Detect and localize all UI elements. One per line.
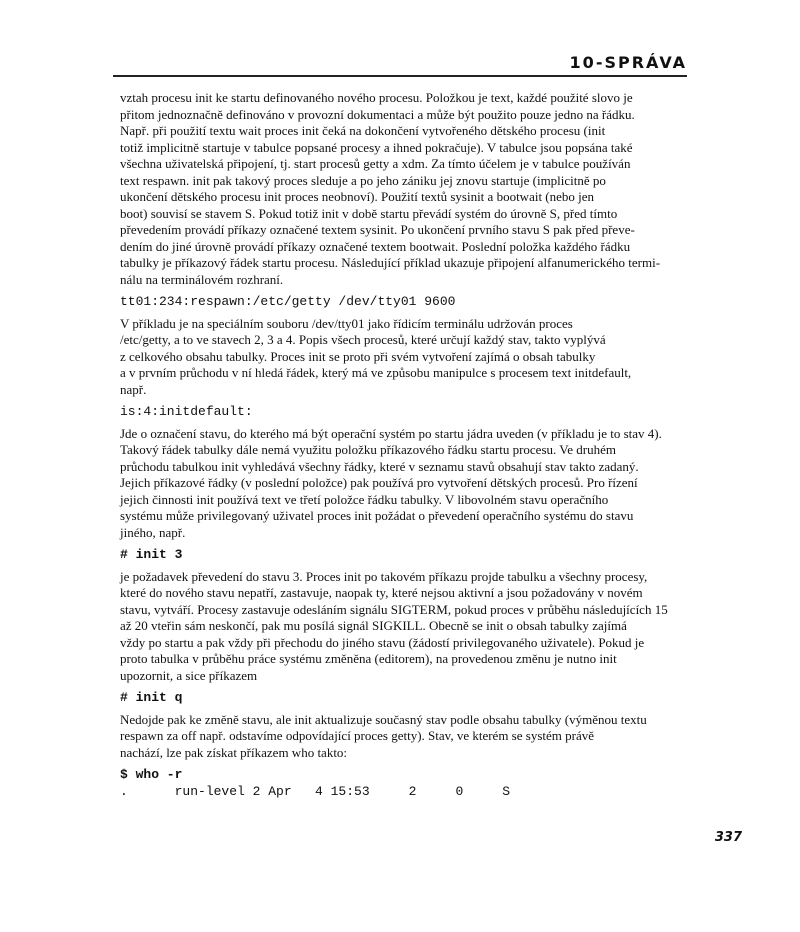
paragraph-3: Jde o označení stavu, do kterého má být operační systém po startu jádra uveden (v příkladu je to stav 4). Takový řádek tabulky dále nemá využitu položku příkazového řádku startu procesu. Ve druhém průchodu tabulkou init vyhledává všechny řádky, které v seznamu stavů obsahují stav takto zadaný. Jejich příkazové řádky (v poslední položce) pak používá pro vytvoření dětských procesů. Pro řízení jejich činnosti init používá text ve třetí položce řádku tabulky. V libovolném stavu operačního systému může privilegovaný uživatel proces init požádat o převedení operačního systému do stavu jiného, např.: [120, 425, 662, 540]
code-line-inittab-entry: tt01:234:respawn:/etc/getty /dev/tty01 9600: [120, 294, 456, 309]
code-line-who: $ who -r: [120, 767, 183, 782]
paragraph-5: Nedojde pak ke změně stavu, ale init aktualizuje současný stav podle obsahu tabulky (výměnou textu respawn za off např. odstavíme odpovídající proces getty). Stav, ve kterém se systém právě nachází, lze pak získat příkazem who takto:: [120, 711, 647, 760]
page-body: [120, 90, 688, 800]
code-line-initdefault: is:4:initdefault:: [120, 404, 253, 419]
paragraph-4: je požadavek převedení do stavu 3. Proces init po takovém příkazu projde tabulku a všechny procesy, které do nového stavu nepatří, zastavuje, naopak ty, které nejsou aktivní a jsou požadovány v novém stavu, vytváří. Procesy zastavuje odesláním signálu SIGTERM, pokud proces v průběhu následujících 15 až 20 vteřin sám neskončí, pak mu posílá signál SIGKILL. Obecně se init o obsah tabulky zajímá vždy po startu a pak vždy při přechodu do jiného stavu (žádostí privilegovaného uživatele). Pokud je proto tabulka v průběhu práce systému změněna (editorem), na provedenou změnu je nutno init upozornit, a sice příkazem: [120, 568, 668, 683]
code-line-init-3: # init 3: [120, 547, 183, 562]
code-output-who: . run-level 2 Apr 4 15:53 2 0 S: [120, 783, 511, 799]
code-line-init-q: # init q: [120, 690, 183, 705]
header-rule: [113, 75, 687, 77]
chapter-header: 10-SPRÁVA: [569, 53, 687, 72]
page-number: 337: [714, 830, 742, 845]
paragraph-1: vztah procesu init ke startu definovaného nového procesu. Položkou je text, každé použité slovo je přitom jednoznačně definováno v provozní dokumentaci a může být použito pouze jedno na řádku. Např. při použití textu wait proces init čeká na dokončení vytvořeného dětského procesu (init totiž implicitně startuje v tabulce popsané procesy a ihned pokračuje). V tabulce jsou popsána také všechna uživatelská připojení, tj. start procesů getty a xdm. Za tímto účelem je v tabulce používán text respawn. init pak takový proces sleduje a po jeho zániku jej znovu startuje (implicitně po ukončení dětského procesu init proces neobnoví). Použití textů sysinit a bootwait (nebo jen boot) souvisí se stavem S. Pokud totiž init v době startu převádí systém do úrovně S, před tímto převedením provádí příkazy označené textem sysinit. Po ukončení prvního stavu S pak před převe- dením do jiné úrovně provádí příkazy označené textem bootwait. Poslední položka každého řádku tabulky je příkazový řádek startu procesu. Následující příklad ukazuje připojení alfanumerického termi- nálu na terminálovém rozhraní.: [120, 90, 661, 287]
paragraph-2: V příkladu je na speciálním souboru /dev/tty01 jako řídicím terminálu udržován proces /etc/getty, a to ve stavech 2, 3 a 4. Popis všech procesů, které určují každý stav, takto vyplývá z celkového obsahu tabulky. Proces init se proto při svém vytvoření zajímá o obsah tabulky a v prvním průchodu v ní hledá řádek, který má ve způsobu manipulce s procesem text initdefault, např.: [120, 315, 632, 397]
